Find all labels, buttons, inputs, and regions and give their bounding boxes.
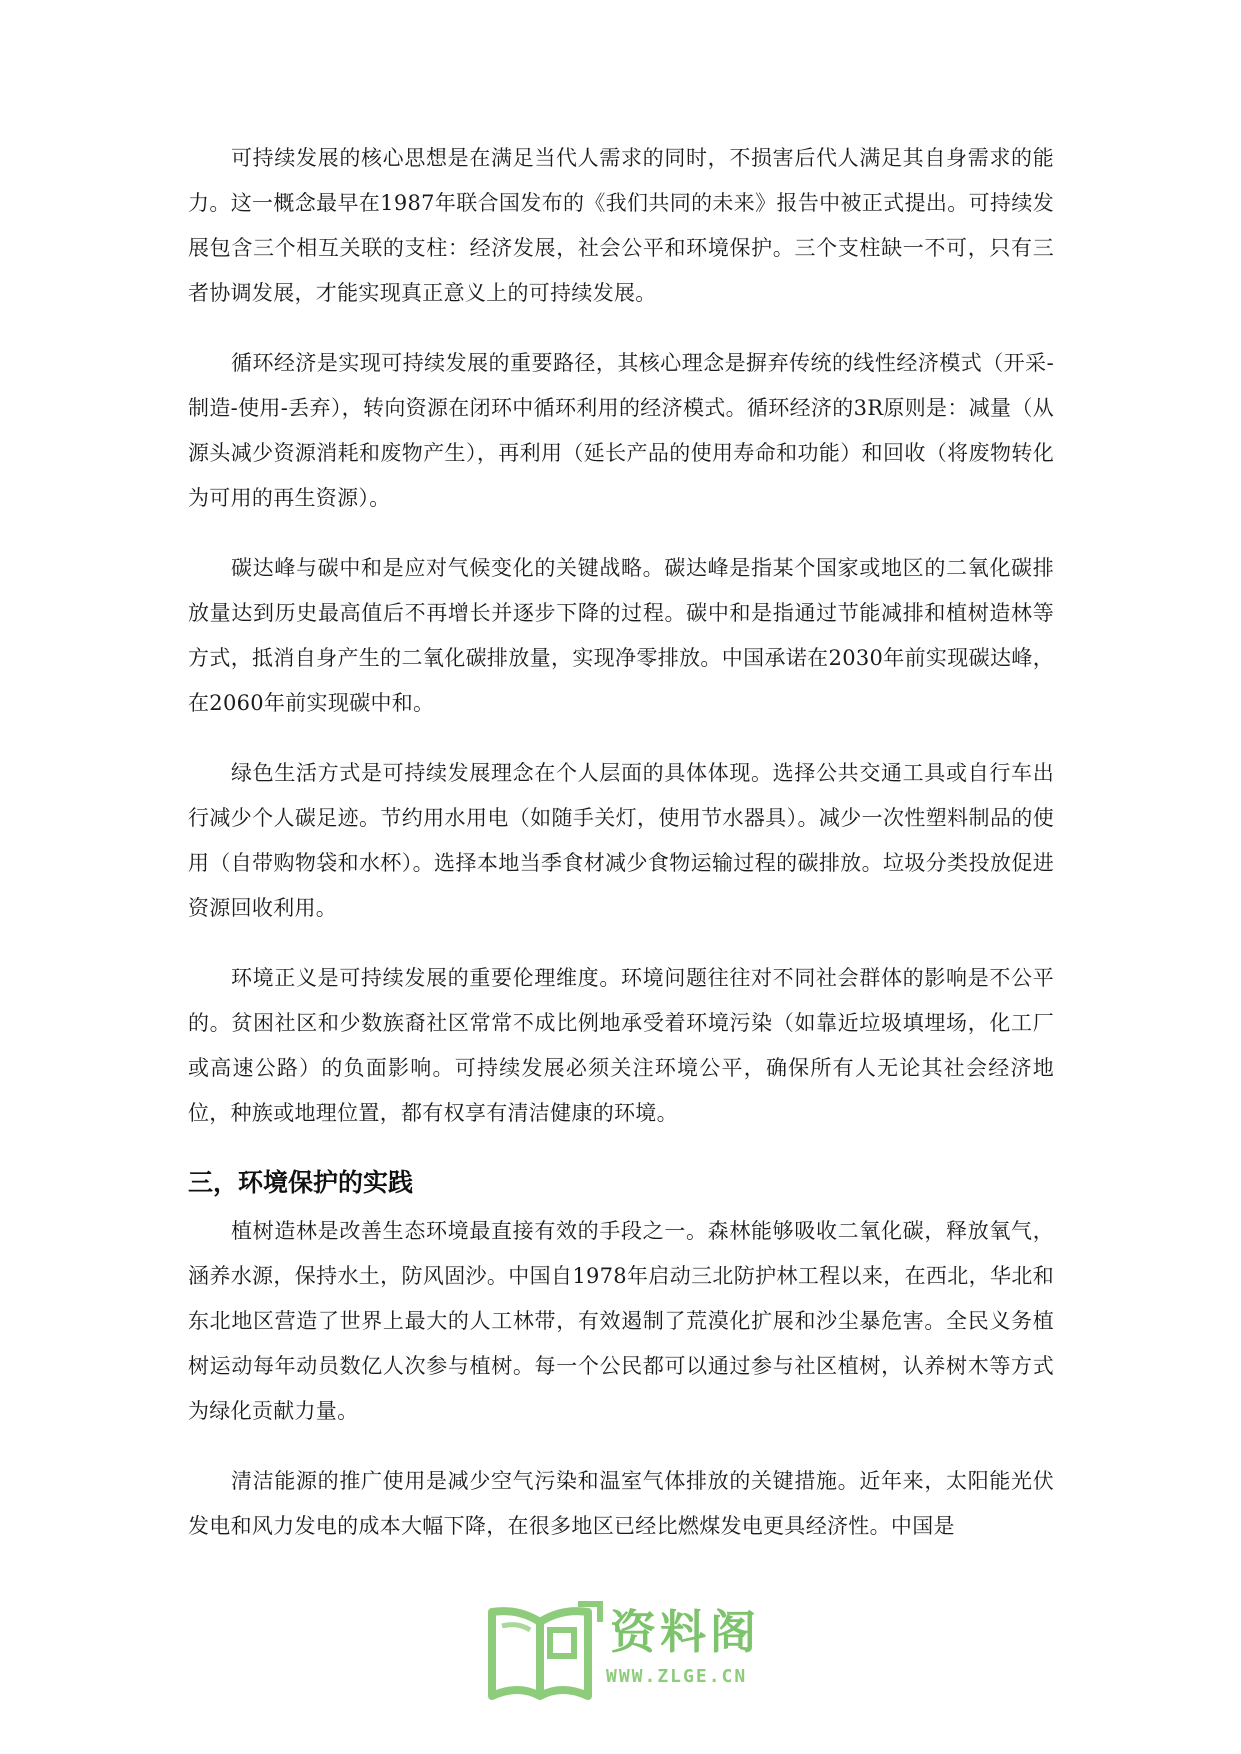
paragraph-carbon-peak-neutrality: 碳达峰与碳中和是应对气候变化的关键战略。碳达峰是指某个国家或地区的二氧化碳排放量达到历史最高值后不再增长并逐步下降的过程。碳中和是指通过节能减排和植树造林等方式，抵消自身产生的二氧化碳排放量，实现净零排放。中国承诺在2030年前实现碳达峰，在2060年前实现碳中和。 [188, 556, 1054, 715]
watermark [478, 1600, 778, 1712]
paragraph-green-lifestyle: 绿色生活方式是可持续发展理念在个人层面的具体体现。选择公共交通工具或自行车出行减少个人碳足迹。节约用水用电（如随手关灯，使用节水器具）。减少一次性塑料制品的使用（自带购物袋和水杯）。选择本地当季食材减少食物运输过程的碳排放。垃圾分类投放促进资源回收利用。 [188, 761, 1054, 920]
paragraph-circular-economy: 循环经济是实现可持续发展的重要路径，其核心理念是摒弃传统的线性经济模式（开采-制造-使用-丢弃），转向资源在闭环中循环利用的经济模式。循环经济的3R原则是：减量（从源头减少资源消耗和废物产生），再利用（延长产品的使用寿命和功能）和回收（将废物转化为可用的再生资源）。 [188, 351, 1054, 510]
paragraph-afforestation: 植树造林是改善生态环境最直接有效的手段之一。森林能够吸收二氧化碳，释放氧气，涵养水源，保持水土，防风固沙。中国自1978年启动三北防护林工程以来，在西北，华北和东北地区营造了世界上最大的人工林带，有效遏制了荒漠化扩展和沙尘暴危害。全民义务植树运动每年动员数亿人次参与植树。每一个公民都可以通过参与社区植树，认养树木等方式为绿化贡献力量。 [188, 1219, 1054, 1423]
book-logo-icon [478, 1600, 606, 1704]
watermark-title: 资料阁 [610, 1605, 760, 1659]
paragraph-environmental-justice: 环境正义是可持续发展的重要伦理维度。环境问题往往对不同社会群体的影响是不公平的。贫困社区和少数族裔社区常常不成比例地承受着环境污染（如靠近垃圾填埋场，化工厂或高速公路）的负面影响。可持续发展必须关注环境公平，确保所有人无论其社会经济地位，种族或地理位置，都有权享有清洁健康的环境。 [188, 966, 1054, 1125]
section-heading: 三，环境保护的实践 [188, 1168, 414, 1197]
watermark-url: WWW.ZLGE.CN [606, 1666, 748, 1687]
paragraph-sustainable-development: 可持续发展的核心思想是在满足当代人需求的同时，不损害后代人满足其自身需求的能力。这一概念最早在1987年联合国发布的《我们共同的未来》报告中被正式提出。可持续发展包含三个相互关联的支柱：经济发展，社会公平和环境保护。三个支柱缺一不可，只有三者协调发展，才能实现真正意义上的可持续发展。 [188, 146, 1054, 305]
paragraph-clean-energy: 清洁能源的推广使用是减少空气污染和温室气体排放的关键措施。近年来，太阳能光伏发电和风力发电的成本大幅下降，在很多地区已经比燃煤发电更具经济性。中国是 [188, 1469, 1054, 1538]
document-body [188, 136, 1054, 1574]
